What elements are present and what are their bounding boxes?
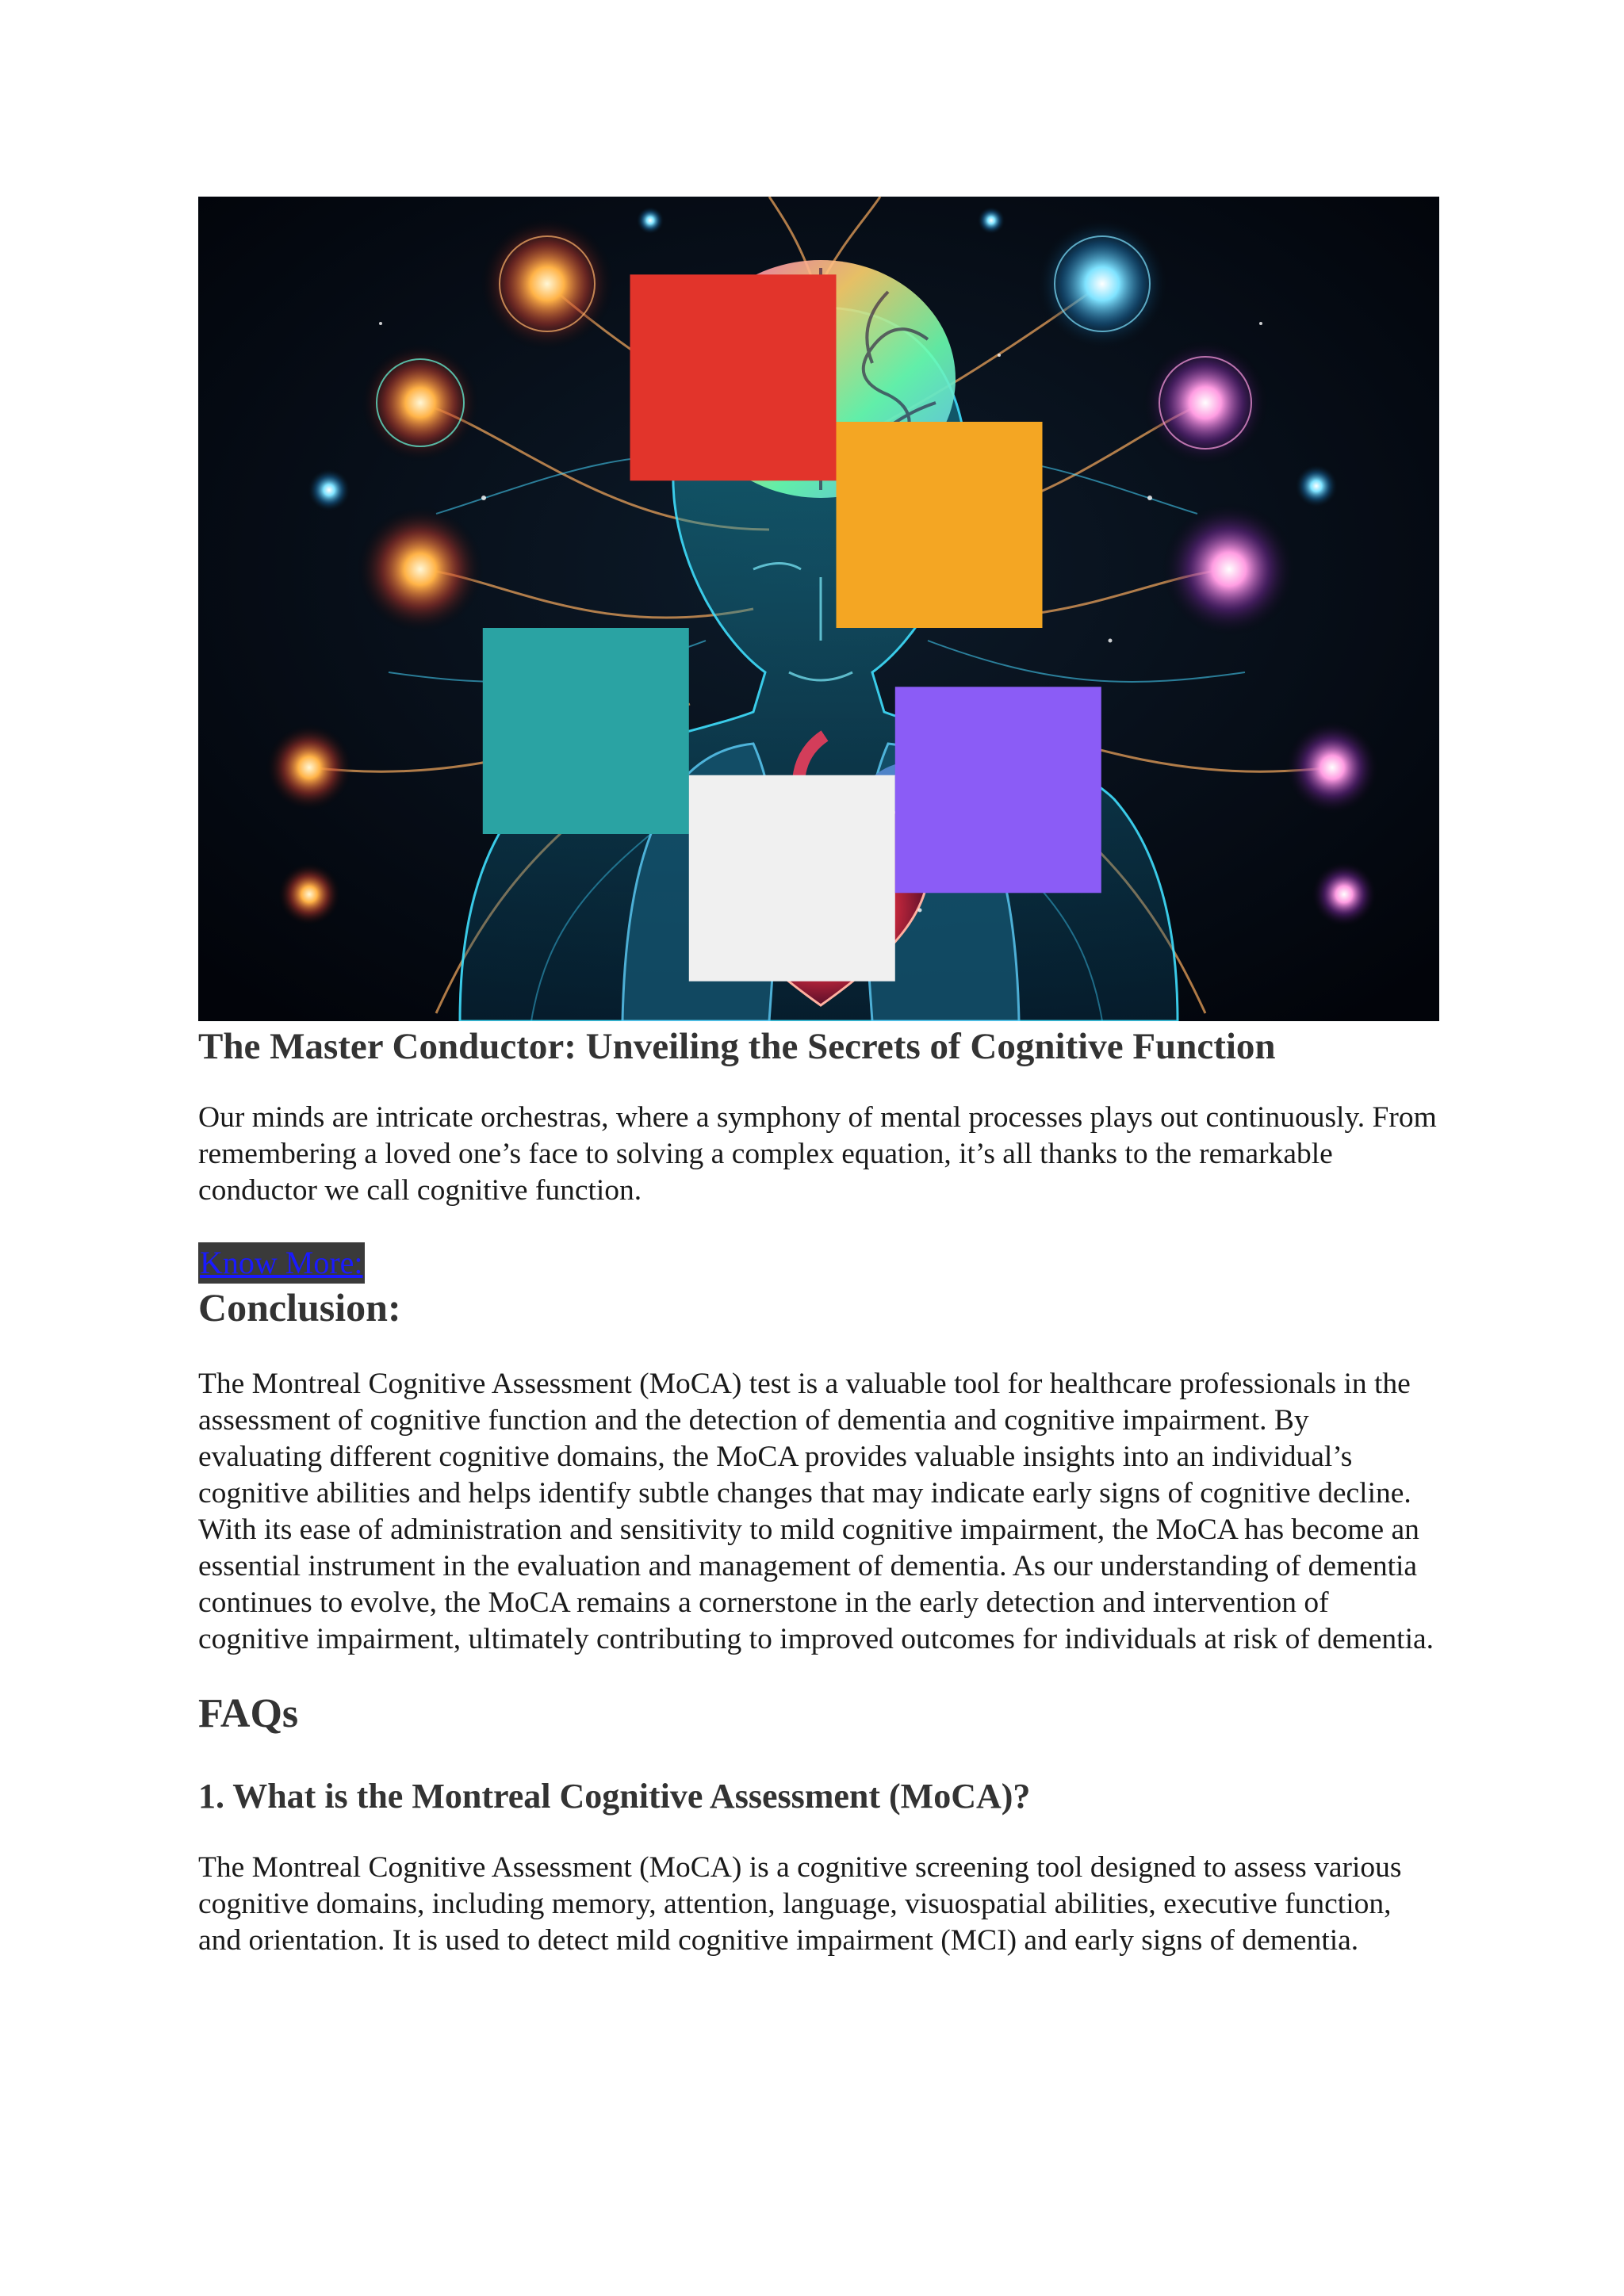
article-title: The Master Conductor: Unveiling the Secrets of Cognitive Function: [198, 1026, 1276, 1067]
know-more-link[interactable]: Know More:: [198, 1242, 365, 1284]
conclusion-heading: Conclusion:: [198, 1285, 401, 1330]
conclusion-paragraph: The Montreal Cognitive Assessment (MoCA) test is a valuable tool for healthcare professionals in the assessment of cognitive function and the detection of dementia and cognitive impairment. By evaluating different cognitive domains, the MoCA provides valuable insights into an individual’s cognitive abilities and helps identify subtle changes that may indicate early signs of cognitive decline. With its ease of administration and sensitivity to mild cognitive impairment, the MoCA has become an essential instrument in the evaluation and management of dementia. As our understanding of dementia continues to evolve, the MoCA remains a cornerstone in the early detection and intervention of cognitive impairment, ultimately contributing to improved outcomes for individuals at risk of dementia.: [198, 1368, 1434, 1656]
hero-image: [198, 197, 1439, 1021]
document-page: [198, 197, 1439, 1959]
logo-icon: [216, 216, 1439, 1021]
faqs-heading: FAQs: [198, 1691, 299, 1737]
intro-paragraph: Our minds are intricate orchestras, where a symphony of mental processes plays out continuously. From remembering a loved one’s face to solving a complex equation, it’s all thanks to the remarkable conductor we call cognitive function.: [198, 1101, 1437, 1207]
faq-question: 1. What is the Montreal Cognitive Assessment (MoCA)?: [198, 1776, 1031, 1816]
faq-answer: The Montreal Cognitive Assessment (MoCA) is a cognitive screening tool designed to assess various cognitive domains, including memory, attention, language, visuospatial abilities, executive function, and orientation. It is used to detect mild cognitive impairment (MCI) and early signs of dementia.: [198, 1850, 1402, 1957]
know-more-container: [198, 1242, 1439, 1284]
